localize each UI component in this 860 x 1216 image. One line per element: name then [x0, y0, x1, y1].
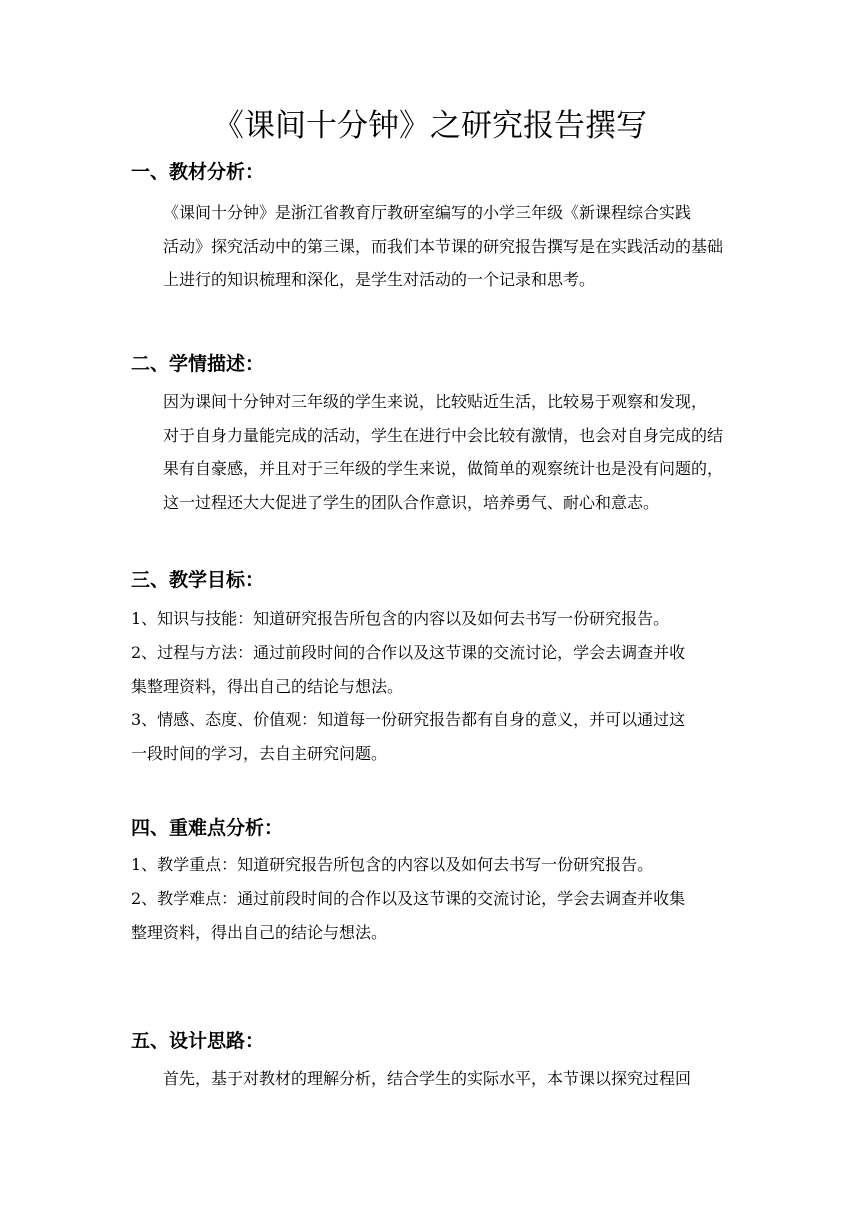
text-line: 1、教学重点：知道研究报告所包含的内容以及如何去书写一份研究报告。 [131, 855, 654, 874]
text-line: 因为课间十分钟对三年级的学生来说，比较贴近生活，比较易于观察和发现， [163, 392, 708, 411]
text-line: 1、知识与技能：知道研究报告所包含的内容以及如何去书写一份研究报告。 [131, 609, 670, 628]
goal-item-emotion [131, 703, 731, 770]
goal-item-knowledge [131, 602, 731, 636]
section-paragraph [131, 196, 731, 297]
section-heading-teaching-goals: 三、教学目标： [131, 569, 265, 591]
text-line: 2、过程与方法：通过前段时间的合作以及这节课的交流讨论，学会去调查并收 [131, 643, 686, 662]
text-line: 3、情感、态度、价值观：知道每一份研究报告都有自身的意义，并可以通过这 [131, 710, 686, 729]
text-line: 《课间十分钟》是浙江省教育厅教研室编写的小学三年级《新课程综合实践 [163, 203, 692, 222]
text-line: 对于自身力量能完成的活动，学生在进行中会比较有激情，也会对自身完成的结 [163, 425, 724, 445]
goal-item-process [131, 636, 731, 703]
document-title: 《课间十分钟》之研究报告撰写 [213, 108, 647, 144]
text-line: 2、教学难点：通过前段时间的合作以及这节课的交流讨论，学会去调查并收集 [131, 889, 686, 908]
text-line: 活动》探究活动中的第三课，而我们本节课的研究报告撰写是在实践活动的基础 [163, 236, 724, 256]
text-line: 首先，基于对教材的理解分析，结合学生的实际水平，本节课以探究过程回 [163, 1069, 692, 1088]
text-line: 上进行的知识梳理和深化，是学生对活动的一个记录和思考。 [163, 270, 596, 289]
text-line: 整理资料，得出自己的结论与想法。 [131, 922, 388, 942]
section-heading-key-difficult-points: 四、重难点分析： [131, 817, 284, 839]
section-paragraph [131, 385, 731, 519]
key-point-item [131, 848, 731, 882]
section-heading-design-ideas: 五、设计思路： [131, 1030, 265, 1052]
text-line: 一段时间的学习，去自主研究问题。 [131, 743, 388, 763]
text-line: 集整理资料，得出自己的结论与想法。 [131, 676, 404, 696]
section-heading-student-situation: 二、学情描述： [131, 353, 265, 375]
text-line: 果有自豪感，并且对于三年级的学生来说，做简单的观察统计也是没有问题的， [163, 459, 724, 478]
text-line: 这一过程还大大促进了学生的团队合作意识，培养勇气、耐心和意志。 [163, 492, 660, 512]
difficult-point-item [131, 882, 731, 949]
section-heading-textbook-analysis: 一、教材分析： [131, 161, 265, 183]
section-paragraph [131, 1062, 731, 1096]
